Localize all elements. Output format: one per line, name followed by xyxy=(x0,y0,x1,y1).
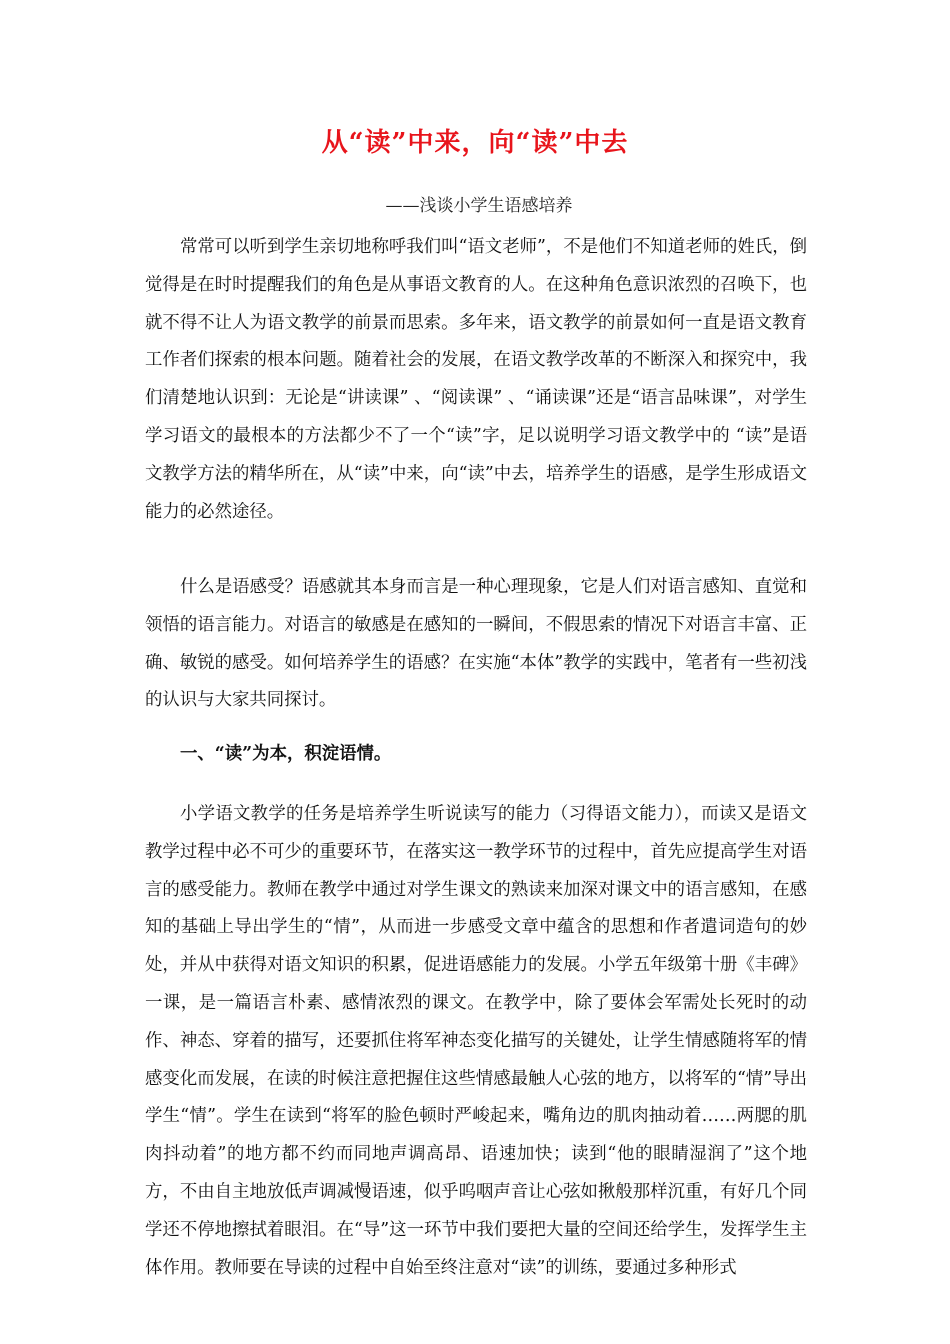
intro-paragraph-2: 什么是语感受？语感就其本身而言是一种心理现象，它是人们对语言感知、直觉和领悟的语言能力。对语言的敏感是在感知的一瞬间，不假思索的情况下对语言丰富、正确、敏锐的感受。如何培养学生的语感？在实施“本体”教学的实践中，笔者有一些初浅的认识与大家共同探讨。 xyxy=(145,577,807,711)
document-subtitle: ——浅谈小学生语感培养 xyxy=(385,196,573,216)
section-paragraph: 小学语文教学的任务是培养学生听说读写的能力（习得语文能力），而读又是语文教学过程中必不可少的重要环节，在落实这一教学环节的过程中，首先应提高学生对语言的感受能力。教师在教学中通过对学生课文的熟读来加深对课文中的语言感知，在感知的基础上导出学生的“情”，从而进一步感受文章中蕴含的思想和作者遣词造句的妙处，并从中获得对语文知识的积累，促进语感能力的发展。小学五年级第十册《丰碑》一课，是一篇语言朴素、感情浓烈的课文。在教学中，除了要体会军需处长死时的动作、神态、穿着的描写，还要抓住将军神态变化描写的关键处，让学生情感随将军的情感变化而发展，在读的时候注意把握住这些情感最触人心弦的地方，以将军的“情”导出学生“情”。学生在读到“将军的脸色顿时严峻起来，嘴角边的肌肉抽动着……两腮的肌肉抖动着”的地方都不约而同地声调高昂、语速加快；读到“他的眼睛湿润了”这个地方，不由自主地放低声调减慢语速，似乎呜咽声音让心弦如揪般那样沉重，有好几个同学还不停地擦拭着眼泪。在“导”这一环节中我们要把大量的空间还给学生，发挥学生主体作用。教师要在导读的过程中自始至终注意对“读”的训练，要通过多种形式 xyxy=(145,804,807,1278)
document-title: 从“读”中来，向“读”中去 xyxy=(321,128,629,158)
intro-paragraph-1: 常常可以听到学生亲切地称呼我们叫“语文老师”，不是他们不知道老师的姓氏，倒觉得是在时时提醒我们的角色是从事语文教育的人。在这种角色意识浓烈的召唤下，也就不得不让人为语文教学的前景而思索。多年来，语文教学的前景如何一直是语文教育工作者们探索的根本问题。随着社会的发展，在语文教学改革的不断深入和探究中，我们清楚地认识到：无论是“讲读课” 、“阅读课” 、“诵读课”还是“语言品味课”，对学生学习语文的最根本的方法都少不了一个“读”字，足以说明学习语文教学中的 “读”是语文教学方法的精华所在，从“读”中来，向“读”中去，培养学生的语感，是学生形成语文能力的必然途径。 xyxy=(145,237,807,522)
section-heading: 一、“读”为本，积淀语情。 xyxy=(180,744,392,764)
